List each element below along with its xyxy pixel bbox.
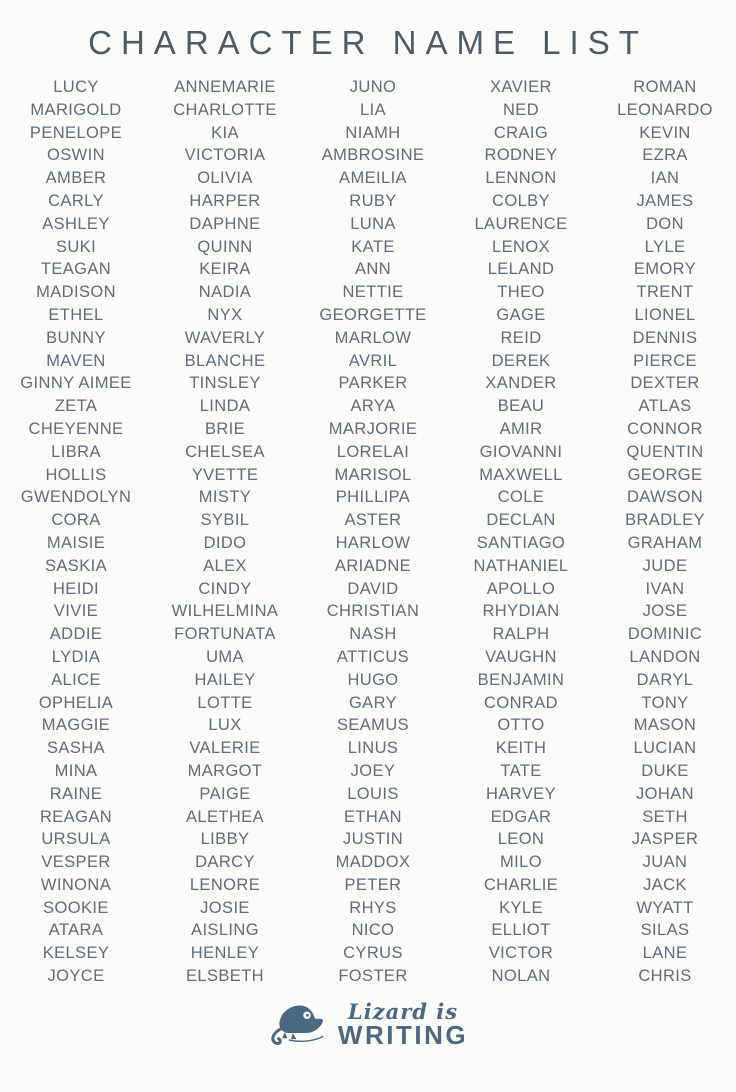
brand-logo (0, 1000, 736, 1050)
name-item: SYBIL (200, 511, 250, 530)
name-item: TATE (500, 761, 542, 780)
name-item: ALICE (51, 670, 101, 689)
name-item: MARJORIE (328, 419, 418, 438)
name-item: HOLLIS (45, 465, 107, 484)
name-item: JAMES (636, 191, 694, 210)
name-item: ARIADNE (334, 556, 412, 575)
name-item: ADDIE (49, 625, 103, 644)
name-item: LINUS (347, 739, 399, 758)
name-item: ATARA (48, 921, 104, 940)
name-item: COLE (497, 488, 545, 507)
name-item: RODNEY (484, 146, 558, 165)
name-item: MAXWELL (479, 465, 563, 484)
name-item: URSULA (41, 830, 111, 849)
name-item: VIVIE (53, 602, 99, 621)
name-item: OTTO (497, 716, 545, 735)
name-item: GIOVANNI (479, 442, 563, 461)
name-item: BRIE (204, 419, 246, 438)
name-item: AVRIL (348, 351, 398, 370)
name-item: ELLIOT (491, 921, 551, 940)
name-item: SEAMUS (336, 716, 410, 735)
name-item: DIDO (203, 533, 247, 552)
name-item: JOYCE (47, 967, 105, 986)
name-item: PARKER (338, 374, 408, 393)
name-item: VALERIE (189, 739, 261, 758)
name-item: CHEYENNE (28, 419, 124, 438)
name-item: JOSE (642, 602, 688, 621)
name-item: KEITH (495, 739, 547, 758)
name-item: PAIGE (199, 784, 251, 803)
name-item: NICO (351, 921, 395, 940)
name-item: YVETTE (191, 465, 259, 484)
name-item: RHYS (349, 898, 397, 917)
name-item: CHARLOTTE (173, 100, 277, 119)
name-item: LELAND (487, 260, 555, 279)
name-item: JOHAN (636, 784, 694, 803)
name-item: FORTUNATA (174, 625, 276, 644)
name-item: GINNY AIMEE (20, 374, 132, 393)
name-column-2 (152, 76, 298, 988)
name-item: MADISON (36, 283, 116, 302)
name-item: DARYL (636, 670, 694, 689)
name-item: TONY (641, 693, 689, 712)
name-item: LOTTE (197, 693, 253, 712)
name-item: JOSIE (200, 898, 250, 917)
name-item: COLBY (492, 191, 550, 210)
name-item: ATTICUS (336, 647, 410, 666)
name-item: ASHLEY (42, 214, 110, 233)
name-item: AMBER (45, 169, 107, 188)
name-item: TINSLEY (189, 374, 261, 393)
name-item: GAGE (496, 305, 546, 324)
name-item: HUGO (347, 670, 399, 689)
name-item: WYATT (636, 898, 694, 917)
name-item: RHYDIAN (482, 602, 560, 621)
name-item: DENNIS (632, 328, 698, 347)
name-item: NOLAN (491, 967, 551, 986)
name-item: NADIA (198, 283, 252, 302)
name-item: EDGAR (490, 807, 552, 826)
name-item: MASON (633, 716, 697, 735)
name-item: GRAHAM (627, 533, 703, 552)
name-item: LOUIS (347, 784, 399, 803)
name-item: MARISOL (334, 465, 412, 484)
name-item: NYX (207, 305, 243, 324)
name-item: LAURENCE (474, 214, 568, 233)
name-item: LEON (497, 830, 545, 849)
name-item: PETER (344, 875, 402, 894)
name-item: JUSTIN (342, 830, 404, 849)
name-item: LYLE (644, 237, 686, 256)
name-item: MAISIE (46, 533, 106, 552)
name-item: LENORE (189, 875, 261, 894)
logo-wordmark-bottom: WRITING (337, 1019, 469, 1050)
name-item: OSWIN (47, 146, 105, 165)
name-item: CINDY (198, 579, 252, 598)
name-item: MILO (500, 853, 542, 872)
name-item: MARIGOLD (30, 100, 122, 119)
name-item: BEAU (497, 397, 545, 416)
name-item: DON (646, 214, 684, 233)
name-item: KELSEY (42, 944, 110, 963)
name-item: APOLLO (486, 579, 556, 598)
name-item: AMBROSINE (321, 146, 425, 165)
name-item: ALEX (203, 556, 247, 575)
name-item: VESPER (41, 853, 111, 872)
name-item: LIA (360, 100, 386, 119)
name-item: WAVERLY (184, 328, 266, 347)
name-item: CRAIG (493, 123, 549, 142)
name-item: JUDE (642, 556, 688, 575)
name-item: MAVEN (46, 351, 106, 370)
name-item: MISTY (198, 488, 252, 507)
name-item: VICTOR (488, 944, 554, 963)
name-item: CHRIS (638, 967, 692, 986)
name-item: BLANCHE (184, 351, 266, 370)
name-item: KATE (351, 237, 395, 256)
name-item: IAN (650, 169, 680, 188)
name-item: GARY (348, 693, 398, 712)
name-item: ANNEMARIE (174, 78, 276, 96)
name-item: ALETHEA (186, 807, 264, 826)
name-item: LIBBY (200, 830, 250, 849)
name-item: HARVEY (486, 784, 556, 803)
name-item: REAGAN (39, 807, 113, 826)
name-item: DEREK (491, 351, 551, 370)
name-item: RALPH (492, 625, 550, 644)
name-item: MAGGIE (41, 716, 111, 735)
name-item: ARYA (350, 397, 396, 416)
name-item: CARLY (48, 191, 104, 210)
name-item: JUNO (349, 78, 397, 96)
name-item: MADDOX (335, 853, 411, 872)
name-item: SUKI (55, 237, 97, 256)
name-item: ATLAS (638, 397, 692, 416)
name-item: LUNA (350, 214, 396, 233)
name-item: KYLE (499, 898, 543, 917)
name-item: QUINN (197, 237, 253, 256)
name-item: DEXTER (630, 374, 700, 393)
name-item: NETTIE (342, 283, 404, 302)
name-item: NATHANIEL (473, 556, 569, 575)
name-item: AISLING (191, 921, 259, 940)
name-item: LANDON (629, 647, 701, 666)
name-item: WINONA (40, 875, 112, 894)
name-item: SETH (642, 807, 688, 826)
name-item: GEORGE (627, 465, 703, 484)
name-item: PHILLIPA (335, 488, 411, 507)
name-column-1 (0, 76, 152, 988)
name-item: JUAN (642, 853, 688, 872)
logo-text (337, 998, 469, 1050)
name-item: PIERCE (633, 351, 697, 370)
name-column-5 (594, 76, 736, 988)
name-item: DECLAN (486, 511, 556, 530)
name-item: QUENTIN (626, 442, 704, 461)
name-item: KIA (211, 123, 239, 142)
name-item: NIAMH (345, 123, 401, 142)
name-item: CYRUS (343, 944, 403, 963)
name-item: CONRAD (484, 693, 558, 712)
name-item: JASPER (631, 830, 699, 849)
name-item: OLIVIA (197, 169, 253, 188)
name-item: DARCY (195, 853, 255, 872)
name-item: ROMAN (633, 78, 697, 96)
name-item: IVAN (645, 579, 685, 598)
name-item: SILAS (640, 921, 690, 940)
name-item: VAUGHN (485, 647, 557, 666)
name-item: LENOX (492, 237, 550, 256)
name-item: LORELAI (336, 442, 410, 461)
name-item: LUCIAN (633, 739, 697, 758)
name-item: DAPHNE (189, 214, 261, 233)
chameleon-icon (268, 1000, 330, 1050)
name-item: RAINE (49, 784, 103, 803)
name-item: KEVIN (639, 123, 691, 142)
name-item: XAVIER (490, 78, 552, 96)
name-item: OPHELIA (38, 693, 114, 712)
name-item: TRENT (636, 283, 694, 302)
name-column-3 (298, 76, 448, 988)
name-item: ASTER (344, 511, 402, 530)
name-item: JACK (643, 875, 687, 894)
name-item: XANDER (485, 374, 557, 393)
name-item: PENELOPE (29, 123, 123, 142)
name-item: SOOKIE (43, 898, 109, 917)
name-item: UMA (206, 647, 244, 666)
name-item: ETHAN (344, 807, 402, 826)
name-item: LIBRA (51, 442, 101, 461)
name-item: HARPER (189, 191, 261, 210)
name-item: SANTIAGO (476, 533, 566, 552)
name-item: LENNON (485, 169, 557, 188)
name-item: LUCY (53, 78, 99, 96)
name-item: ANN (354, 260, 392, 279)
name-item: CHARLIE (483, 875, 559, 894)
logo-wordmark-top: Lizard is (347, 998, 459, 1024)
name-item: NASH (349, 625, 397, 644)
name-item: CHRISTIAN (326, 602, 420, 621)
name-item: HAILEY (194, 670, 256, 689)
name-item: FOSTER (338, 967, 408, 986)
name-item: CHELSEA (185, 442, 265, 461)
name-item: VICTORIA (184, 146, 266, 165)
name-item: CONNOR (627, 419, 703, 438)
name-item: THEO (497, 283, 545, 302)
name-item: BUNNY (46, 328, 106, 347)
name-item: MINA (54, 761, 98, 780)
name-item: LANE (642, 944, 688, 963)
name-item: EMORY (633, 260, 697, 279)
name-column-4 (448, 76, 594, 988)
name-item: ELSBETH (186, 967, 264, 986)
name-item: DAWSON (626, 488, 704, 507)
name-item: SASHA (47, 739, 105, 758)
name-item: HARLOW (335, 533, 411, 552)
name-item: EZRA (642, 146, 688, 165)
name-item: BRADLEY (625, 511, 705, 530)
name-item: MARLOW (334, 328, 412, 347)
name-item: LYDIA (51, 647, 101, 666)
name-item: RUBY (349, 191, 397, 210)
name-item: AMIR (499, 419, 543, 438)
name-item: ETHEL (48, 305, 104, 324)
name-item: HEIDI (52, 579, 99, 598)
name-item: CORA (51, 511, 101, 530)
name-item: LUX (208, 716, 242, 735)
name-item: AMEILIA (339, 169, 407, 188)
name-item: DOMINIC (627, 625, 703, 644)
page-title: CHARACTER NAME LIST (88, 24, 648, 61)
name-item: GWENDOLYN (20, 488, 132, 507)
name-item: DUKE (641, 761, 689, 780)
name-item: BENJAMIN (477, 670, 565, 689)
name-item: ZETA (54, 397, 98, 416)
name-columns (0, 76, 736, 988)
name-item: HENLEY (190, 944, 260, 963)
name-item: LINDA (199, 397, 251, 416)
name-item: TEAGAN (40, 260, 112, 279)
name-item: MARGOT (187, 761, 263, 780)
name-item: NED (502, 100, 540, 119)
name-item: DAVID (347, 579, 399, 598)
name-item: GEORGETTE (319, 305, 427, 324)
name-item: WILHELMINA (171, 602, 279, 621)
name-item: SASKIA (44, 556, 107, 575)
name-item: JOEY (350, 761, 396, 780)
name-item: KEIRA (199, 260, 251, 279)
name-item: LEONARDO (617, 100, 713, 119)
name-item: LIONEL (634, 305, 696, 324)
name-item: REID (500, 328, 542, 347)
